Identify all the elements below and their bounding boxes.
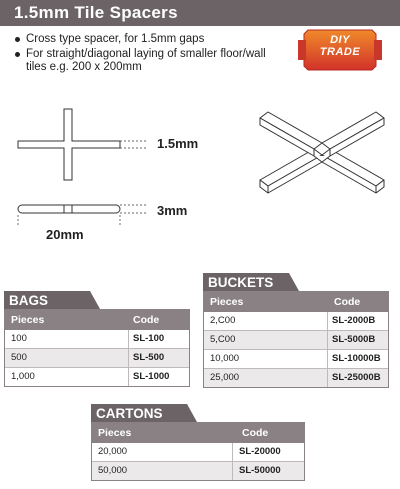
title-bar bbox=[0, 0, 400, 26]
table-row bbox=[5, 330, 189, 349]
bags-table-title bbox=[4, 291, 90, 309]
pieces-cell: 10,000 bbox=[210, 353, 240, 364]
table-row bbox=[204, 350, 388, 369]
thickness-label: 1.5mm bbox=[157, 136, 199, 151]
pieces-cell: 2,C00 bbox=[210, 315, 236, 326]
table-header bbox=[204, 292, 388, 312]
badge-line-2: TRADE bbox=[319, 46, 361, 58]
feature-item bbox=[14, 33, 266, 46]
code-cell: SL-500 bbox=[133, 352, 165, 363]
bags-table bbox=[4, 291, 190, 387]
pieces-cell: 50,000 bbox=[98, 465, 128, 476]
col-pieces-header: Pieces bbox=[210, 296, 244, 308]
col-pieces-header: Pieces bbox=[11, 314, 45, 326]
buckets-table bbox=[203, 273, 389, 388]
cartons-title-text: CARTONS bbox=[96, 406, 163, 421]
code-cell: SL-25000B bbox=[332, 372, 381, 383]
code-cell: SL-5000B bbox=[332, 334, 376, 345]
table-row bbox=[5, 368, 189, 386]
pieces-cell: 1,000 bbox=[11, 371, 35, 382]
cartons-table bbox=[91, 404, 305, 481]
pieces-cell: 20,000 bbox=[98, 446, 128, 457]
feature-text: Cross type spacer, for 1.5mm gaps bbox=[26, 33, 205, 45]
cartons-table-title bbox=[91, 404, 187, 422]
pieces-cell: 5,C00 bbox=[210, 334, 236, 345]
height-label: 3mm bbox=[157, 203, 188, 218]
diy-trade-badge bbox=[298, 26, 382, 72]
feature-list bbox=[14, 33, 266, 76]
col-code-header: Code bbox=[242, 427, 269, 439]
col-code-header: Code bbox=[334, 296, 361, 308]
code-cell: SL-50000 bbox=[239, 465, 281, 476]
page-title: 1.5mm Tile Spacers bbox=[14, 3, 178, 22]
feature-text: For straight/diagonal laying of smaller floor/wall tiles e.g. 200 x 200mm bbox=[26, 48, 266, 73]
pieces-cell: 25,000 bbox=[210, 372, 240, 383]
code-cell: SL-20000 bbox=[239, 446, 281, 457]
buckets-title-text: BUCKETS bbox=[208, 275, 274, 290]
badge-line-1: DIY bbox=[330, 34, 350, 46]
badge-text bbox=[298, 34, 382, 58]
bags-title-text: BAGS bbox=[9, 293, 49, 308]
table-row bbox=[204, 331, 388, 350]
buckets-table-body bbox=[203, 291, 389, 388]
table-row bbox=[204, 369, 388, 387]
table-row bbox=[92, 443, 304, 462]
code-cell: SL-1000 bbox=[133, 371, 170, 382]
code-cell: SL-10000B bbox=[332, 353, 381, 364]
buckets-table-title bbox=[203, 273, 289, 291]
table-row bbox=[5, 349, 189, 368]
cartons-table-body bbox=[91, 422, 305, 481]
feature-item bbox=[14, 48, 266, 74]
pieces-cell: 100 bbox=[11, 333, 27, 344]
table-row bbox=[92, 462, 304, 480]
spacer-isometric-drawing bbox=[250, 95, 395, 205]
code-cell: SL-100 bbox=[133, 333, 165, 344]
spacer-technical-drawing bbox=[0, 95, 240, 245]
code-cell: SL-2000B bbox=[332, 315, 376, 326]
col-code-header: Code bbox=[133, 314, 160, 326]
table-header bbox=[5, 310, 189, 330]
bags-table-body bbox=[4, 309, 190, 387]
length-label: 20mm bbox=[46, 227, 84, 242]
table-row bbox=[204, 312, 388, 331]
pieces-cell: 500 bbox=[11, 352, 27, 363]
col-pieces-header: Pieces bbox=[98, 427, 132, 439]
table-header bbox=[92, 423, 304, 443]
